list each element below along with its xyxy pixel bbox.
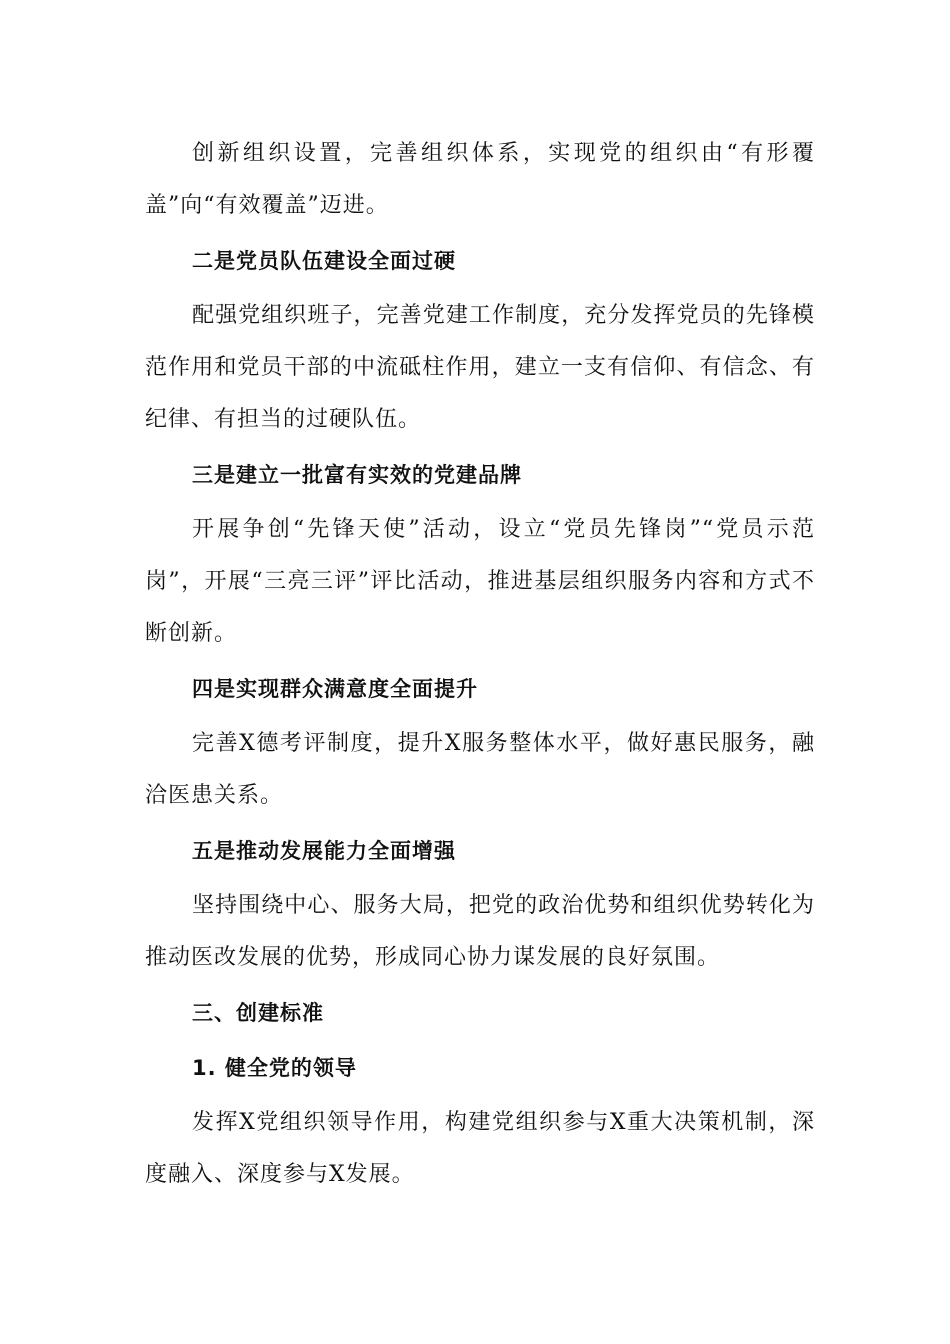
numbered-heading: 1. 健全党的领导	[192, 1056, 357, 1080]
body-paragraph: 坚持围绕中心、服务大局，把党的政治优势和组织优势转化为推动医改发展的优势，形成同心协力谋发展的良好氛围。	[145, 893, 815, 970]
section-heading: 五是推动发展能力全面增强	[192, 839, 456, 863]
body-paragraph: 配强党组织班子，完善党建工作制度，充分发挥党员的先锋模范作用和党员干部的中流砥柱作用，建立一支有信仰、有信念、有纪律、有担当的过硬队伍。	[145, 303, 815, 432]
body-paragraph: 发挥X党组织领导作用，构建党组织参与X重大决策机制，深度融入、深度参与X发展。	[145, 1110, 815, 1187]
section-heading: 四是实现群众满意度全面提升	[192, 677, 478, 701]
section-heading: 二是党员队伍建设全面过硬	[192, 249, 456, 273]
body-paragraph: 开展争创“先锋天使”活动，设立“党员先锋岗”“党员示范岗”，开展“三亮三评”评比活动，推进基层组织服务内容和方式不断创新。	[145, 517, 815, 646]
document-body	[145, 128, 815, 1204]
section-heading: 三是建立一批富有实效的党建品牌	[192, 463, 522, 487]
body-paragraph: 创新组织设置，完善组织体系，实现党的组织由“有形覆盖”向“有效覆盖”迈进。	[145, 141, 815, 218]
body-paragraph: 完善X德考评制度，提升X服务整体水平，做好惠民服务，融洽医患关系。	[145, 731, 815, 808]
chapter-heading: 三、创建标准	[192, 1001, 324, 1025]
